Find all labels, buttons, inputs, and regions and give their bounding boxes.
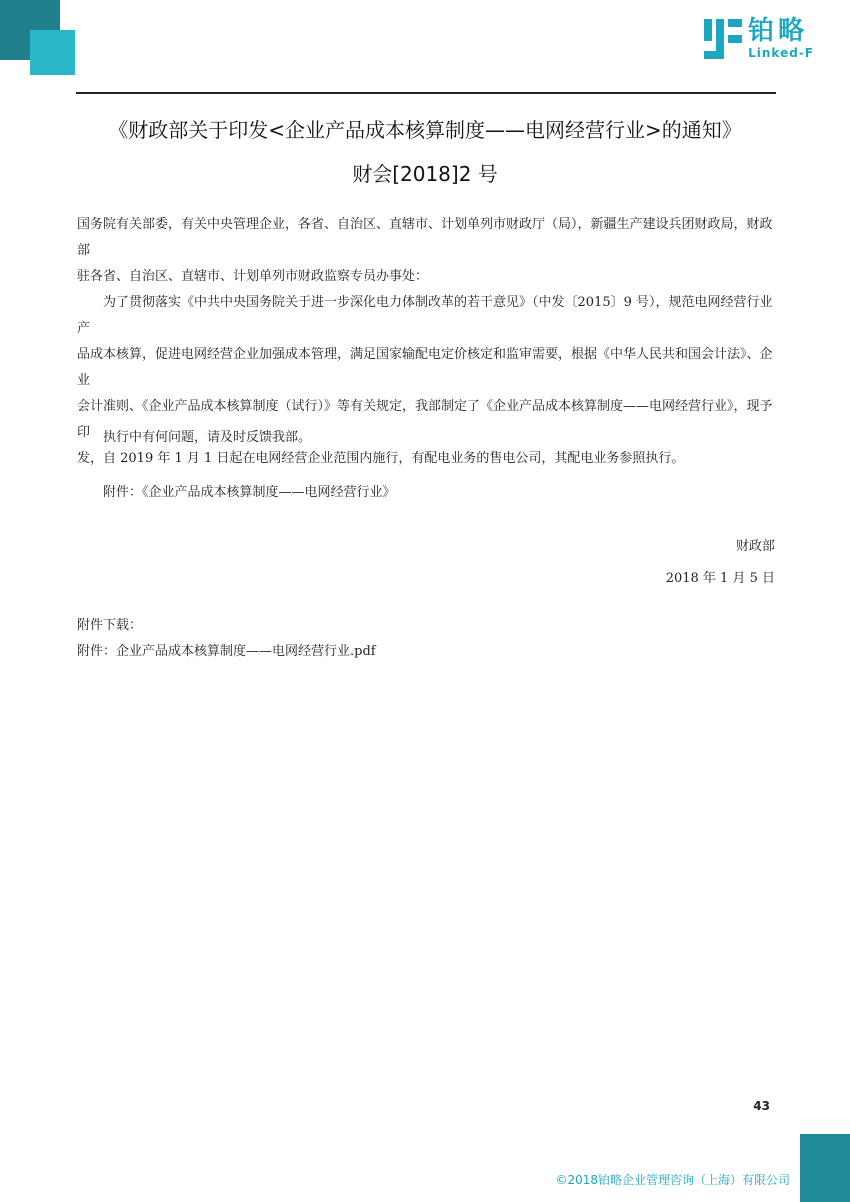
feedback-paragraph: 执行中有何问题，请及时反馈我部。 — [103, 430, 312, 445]
paragraph-line-4: 发，自 2019 年 1 月 1 日起在电网经营企业范围内施行，有配电业务的售电公司，其配电业务参照执行。 — [77, 451, 685, 466]
issuer-signature: 财政部 — [735, 539, 775, 554]
logo-chinese-name: 铂略 — [748, 16, 809, 46]
logo-english-name: Linked-F — [748, 46, 814, 60]
download-label: 附件下载： — [77, 618, 143, 633]
download-file-link[interactable]: 附件：企业产品成本核算制度——电网经营行业.pdf — [77, 644, 376, 659]
attachment-note: 附件：《企业产品成本核算制度——电网经营行业》 — [103, 485, 396, 500]
download-section — [77, 613, 775, 665]
logo-mark-icon — [704, 19, 742, 59]
document-number: 财会[2018]2 号 — [352, 162, 498, 186]
salutation-line-1: 国务院有关部委，有关中央管理企业，各省、自治区、直辖市、计划单列市财政厅（局），新疆生产建设兵团财政局，财政部 — [77, 217, 773, 258]
corner-decoration-light — [30, 30, 75, 75]
footer-decoration — [800, 1134, 850, 1202]
document-title: 《财政部关于印发<企业产品成本核算制度——电网经营行业>的通知》 — [108, 118, 742, 142]
paragraph-line-1: 为了贯彻落实《中共中央国务院关于进一步深化电力体制改革的若干意见》（中发〔2015〕9 号），规范电网经营行业产 — [77, 295, 773, 336]
header-divider — [76, 92, 776, 94]
issue-date: 2018 年 1 月 5 日 — [665, 571, 775, 586]
signature-block — [77, 534, 775, 592]
salutation — [77, 212, 775, 290]
salutation-line-2: 驻各省、自治区、直辖市、计划单列市财政监察专员办事处： — [77, 269, 429, 284]
paragraph-line-3: 会计准则、《企业产品成本核算制度（试行）》等有关规定，我部制定了《企业产品成本核算制度——电网经营行业》，现予印 — [77, 399, 773, 440]
page-number: 43 — [753, 1099, 770, 1113]
paragraph-line-2: 品成本核算，促进电网经营企业加强成本管理，满足国家输配电定价核定和监审需要，根据《中华人民共和国会计法》、企业 — [77, 347, 773, 388]
footer-copyright: ©2018铂略企业管理咨询（上海）有限公司 — [555, 1173, 790, 1187]
company-logo — [704, 18, 814, 59]
